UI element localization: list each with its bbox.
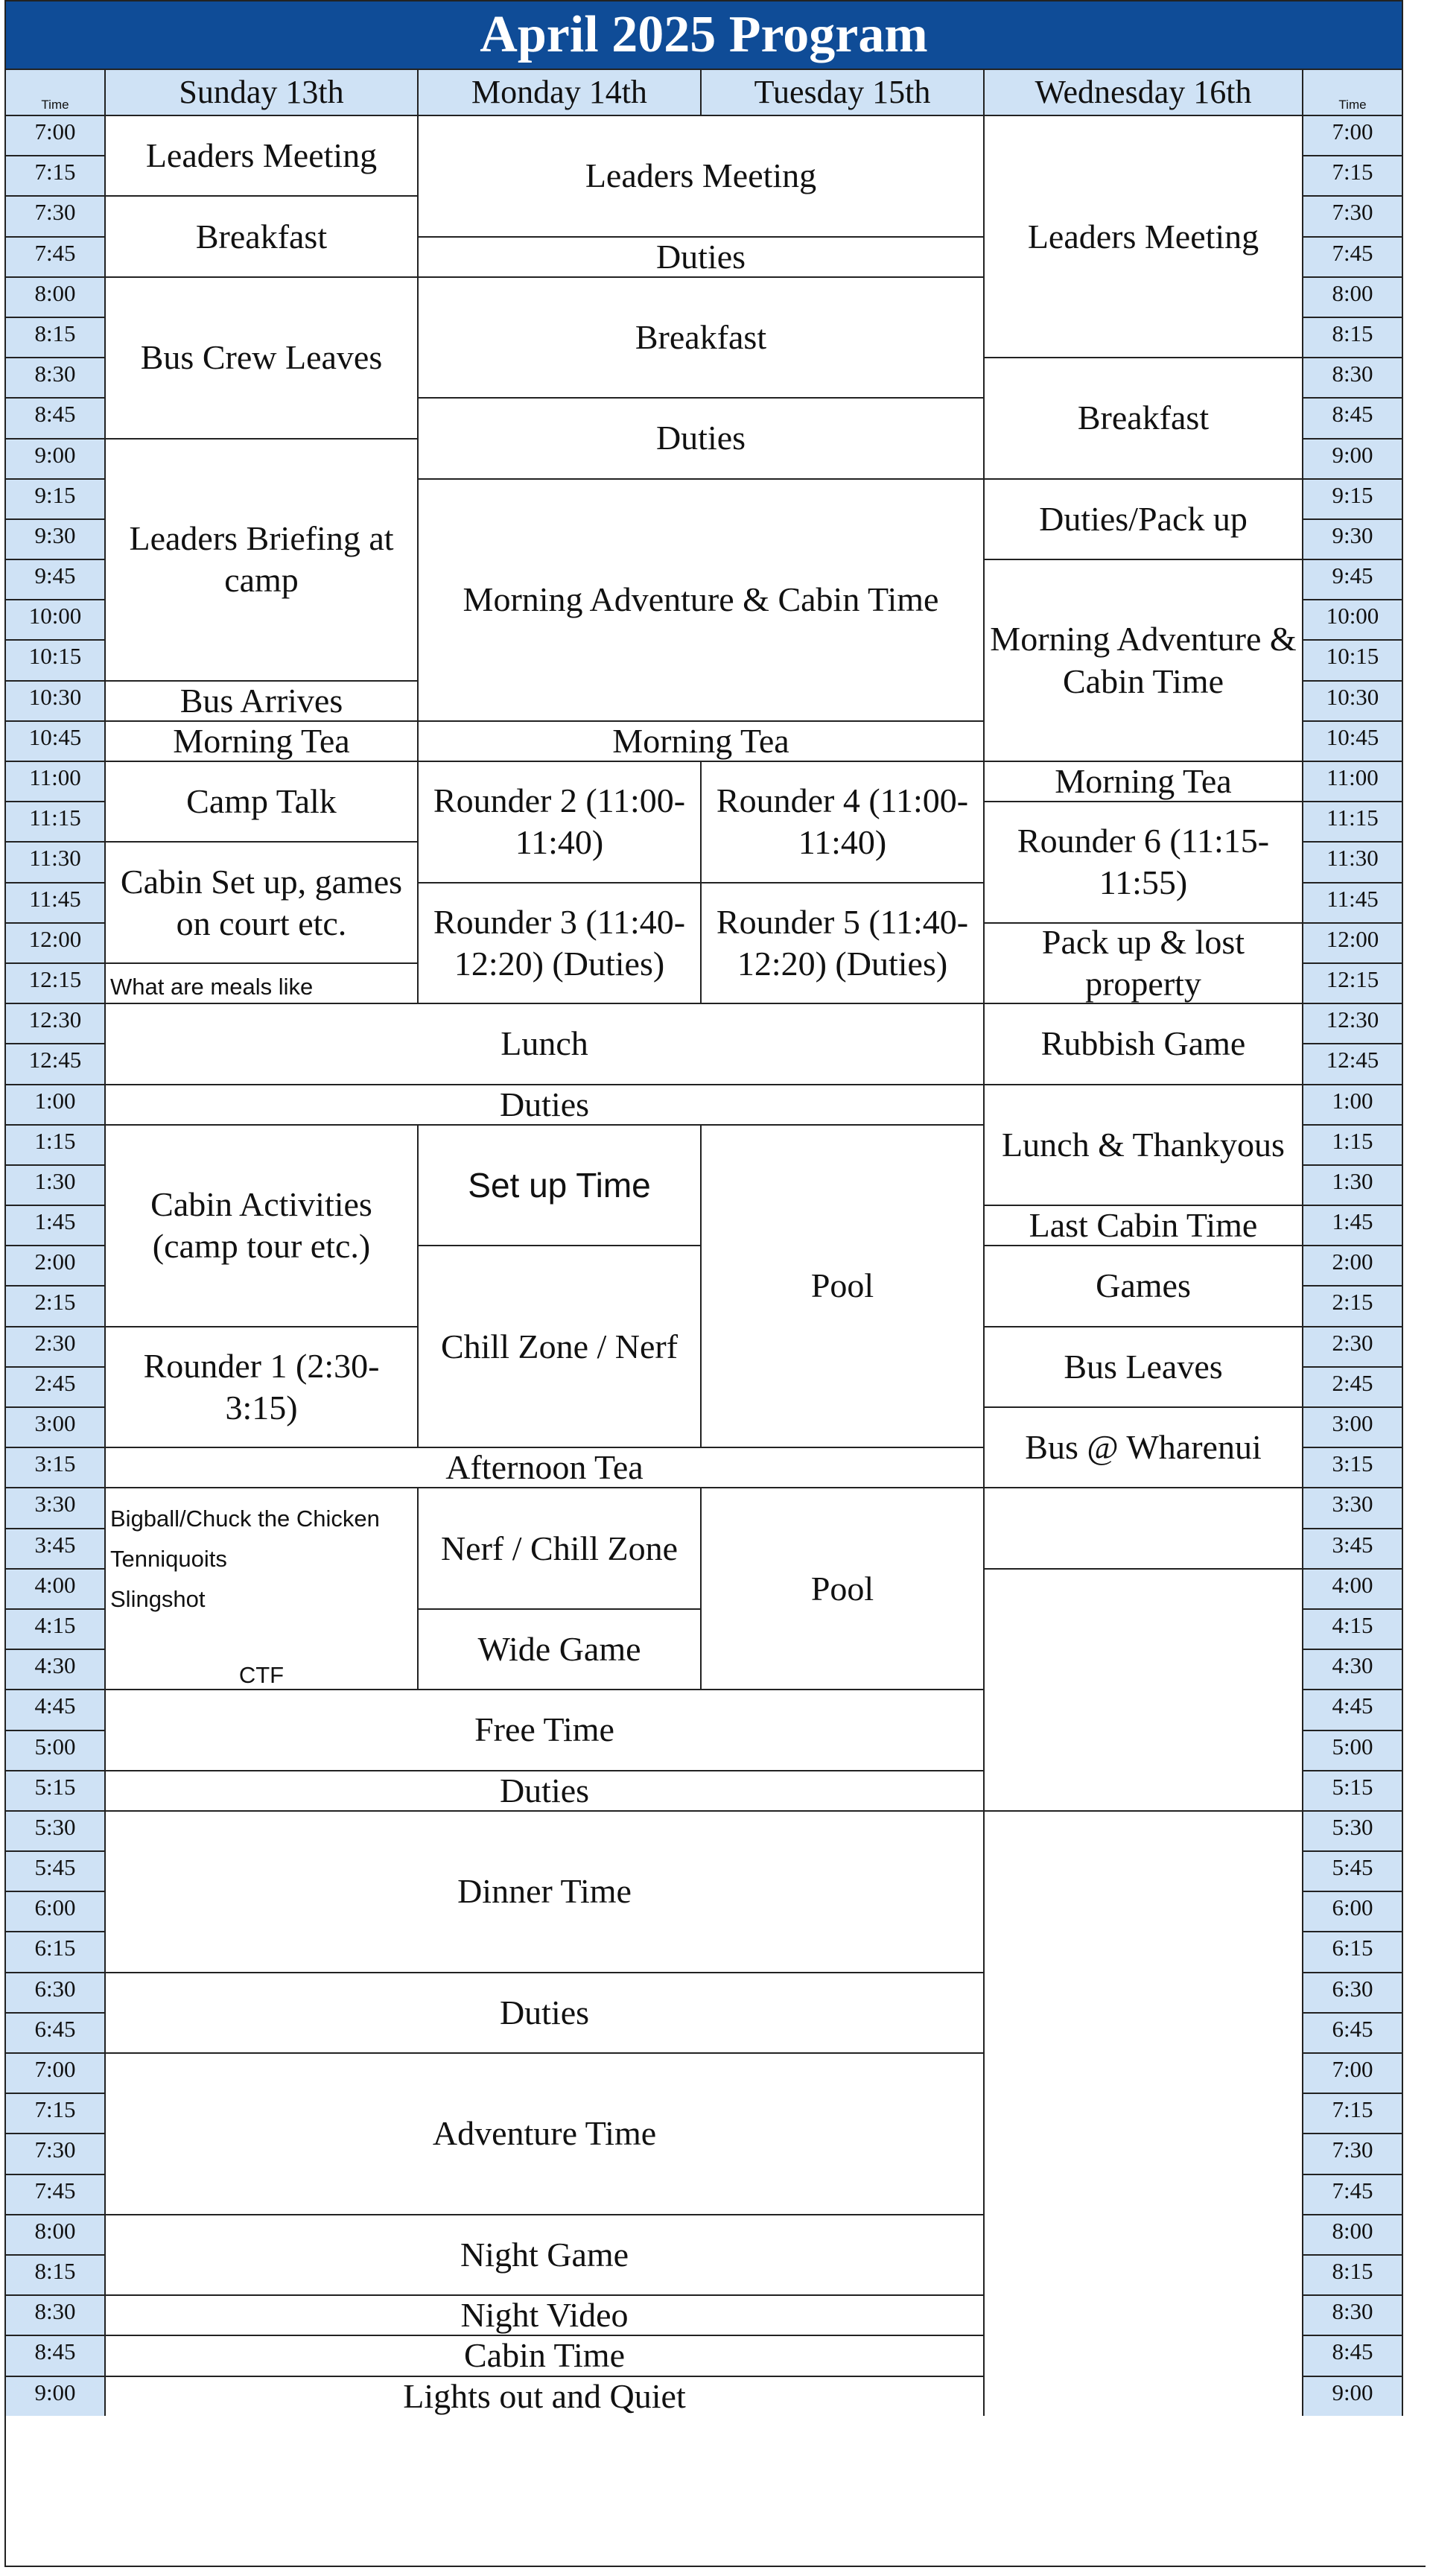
schedule-event: Leaders Briefing at camp	[106, 438, 419, 680]
empty-slot	[985, 1487, 1303, 1567]
time-slot-right: 7:45	[1303, 236, 1403, 276]
time-slot-left: 12:30	[6, 1003, 106, 1043]
schedule-event: Bus Crew Leaves	[106, 276, 419, 438]
time-slot-left: 9:00	[6, 2376, 106, 2416]
time-slot-left: 5:00	[6, 1730, 106, 1770]
time-slot-left: 4:30	[6, 1649, 106, 1689]
day-header-wednesday: Wednesday 16th	[985, 69, 1303, 115]
time-slot-right: 3:15	[1303, 1447, 1403, 1487]
program-schedule	[4, 0, 1426, 2567]
time-slot-left: 9:00	[6, 438, 106, 478]
time-slot-left: 12:00	[6, 922, 106, 962]
time-slot-right: 2:15	[1303, 1285, 1403, 1325]
time-slot-left: 6:45	[6, 2012, 106, 2052]
schedule-event: Leaders Meeting	[419, 115, 985, 236]
time-slot-left: 9:15	[6, 478, 106, 518]
time-slot-right: 12:15	[1303, 962, 1403, 1003]
time-slot-left: 5:30	[6, 1810, 106, 1850]
time-slot-right: 8:30	[1303, 357, 1403, 397]
time-slot-left: 8:15	[6, 317, 106, 357]
time-slot-right: 9:15	[1303, 478, 1403, 518]
schedule-event: Morning Adventure & Cabin Time	[985, 559, 1303, 761]
time-slot-left: 10:45	[6, 720, 106, 761]
schedule-event: Rounder 3 (11:40-12:20) (Duties)	[419, 882, 702, 1003]
time-slot-left: 7:30	[6, 2133, 106, 2173]
time-slot-right: 11:45	[1303, 882, 1403, 922]
schedule-event: Nerf / Chill Zone	[419, 1487, 702, 1608]
time-slot-right: 4:15	[1303, 1608, 1403, 1649]
time-slot-left: 7:45	[6, 236, 106, 276]
schedule-event: Camp Talk	[106, 761, 419, 841]
time-slot-right: 9:45	[1303, 559, 1403, 599]
time-slot-left: 3:30	[6, 1487, 106, 1527]
time-slot-right: 3:45	[1303, 1528, 1403, 1568]
time-slot-left: 10:15	[6, 639, 106, 679]
time-slot-right: 5:00	[1303, 1730, 1403, 1770]
time-slot-right: 3:00	[1303, 1406, 1403, 1447]
time-slot-right: 2:30	[1303, 1326, 1403, 1366]
time-slot-right: 10:30	[1303, 680, 1403, 720]
time-slot-right: 11:30	[1303, 841, 1403, 881]
schedule-event: Morning Tea	[106, 720, 419, 761]
schedule-event: Bus @ Wharenui	[985, 1406, 1303, 1487]
time-slot-left: 4:15	[6, 1608, 106, 1649]
time-slot-left: 3:15	[6, 1447, 106, 1487]
time-slot-right: 2:45	[1303, 1366, 1403, 1406]
schedule-event: Leaders Meeting	[985, 115, 1303, 357]
time-slot-right: 5:30	[1303, 1810, 1403, 1850]
day-header-tuesday: Tuesday 15th	[702, 69, 985, 115]
schedule-event: Cabin Activities (camp tour etc.)	[106, 1124, 419, 1326]
time-slot-left: 7:00	[6, 2052, 106, 2093]
time-slot-right: 10:00	[1303, 599, 1403, 639]
time-slot-right: 7:45	[1303, 2174, 1403, 2214]
time-slot-left: 2:15	[6, 1285, 106, 1325]
time-slot-left: 5:15	[6, 1770, 106, 1810]
schedule-event: Adventure Time	[106, 2052, 985, 2214]
schedule-event: Duties/Pack up	[985, 478, 1303, 559]
schedule-event: Pool	[702, 1487, 985, 1689]
time-slot-right: 11:15	[1303, 801, 1403, 841]
time-slot-left: 6:15	[6, 1931, 106, 1971]
activity-option-ctf: CTF	[238, 1662, 285, 1689]
schedule-event: Free Time	[106, 1689, 985, 1769]
schedule-event: Duties	[106, 1770, 985, 1810]
time-slot-left: 5:45	[6, 1850, 106, 1891]
time-slot-right: 1:30	[1303, 1164, 1403, 1205]
schedule-event: Duties	[106, 1972, 985, 2052]
time-slot-left: 2:45	[6, 1366, 106, 1406]
time-slot-right: 8:15	[1303, 317, 1403, 357]
schedule-event: Bus Leaves	[985, 1326, 1303, 1406]
time-slot-left: 8:30	[6, 2294, 106, 2335]
day-header-monday: Monday 14th	[419, 69, 702, 115]
schedule-event: Duties	[419, 397, 985, 478]
schedule-event: Duties	[419, 236, 985, 276]
empty-slot	[985, 1810, 1303, 2416]
time-slot-left: 6:30	[6, 1972, 106, 2012]
time-slot-right: 7:15	[1303, 155, 1403, 195]
time-header-left: Time	[6, 69, 106, 115]
time-slot-right: 8:00	[1303, 2214, 1403, 2254]
time-slot-left: 7:45	[6, 2174, 106, 2214]
time-slot-right: 7:15	[1303, 2093, 1403, 2133]
schedule-event: Pool	[702, 1124, 985, 1447]
time-slot-right: 1:45	[1303, 1205, 1403, 1245]
schedule-event: Night Video	[106, 2294, 985, 2335]
time-slot-right: 8:15	[1303, 2254, 1403, 2294]
time-slot-right: 4:45	[1303, 1689, 1403, 1729]
time-slot-left: 8:00	[6, 2214, 106, 2254]
schedule-event: Bus Arrives	[106, 680, 419, 720]
activity-option: Slingshot	[110, 1586, 206, 1613]
schedule-event: Rounder 4 (11:00-11:40)	[702, 761, 985, 882]
time-slot-right: 9:00	[1303, 2376, 1403, 2416]
schedule-event: What are meals like	[106, 962, 419, 1003]
schedule-event: Lunch	[106, 1003, 985, 1083]
schedule-event: Breakfast	[985, 357, 1303, 478]
time-slot-right: 11:00	[1303, 761, 1403, 801]
time-slot-left: 9:45	[6, 559, 106, 599]
schedule-event: Games	[985, 1245, 1303, 1325]
time-slot-right: 6:30	[1303, 1972, 1403, 2012]
time-slot-right: 7:30	[1303, 2133, 1403, 2173]
schedule-event: Cabin Set up, games on court etc.	[106, 841, 419, 962]
schedule-event: Night Game	[106, 2214, 985, 2294]
time-slot-right: 8:45	[1303, 2335, 1403, 2375]
schedule-event: Breakfast	[419, 276, 985, 398]
time-slot-left: 1:15	[6, 1124, 106, 1164]
schedule-event: Chill Zone / Nerf	[419, 1245, 702, 1447]
time-slot-right: 6:45	[1303, 2012, 1403, 2052]
time-slot-left: 6:00	[6, 1891, 106, 1931]
time-slot-left: 8:30	[6, 357, 106, 397]
time-slot-left: 8:15	[6, 2254, 106, 2294]
schedule-event: Dinner Time	[106, 1810, 985, 1972]
time-slot-left: 8:45	[6, 2335, 106, 2375]
time-slot-right: 5:15	[1303, 1770, 1403, 1810]
time-slot-right: 12:30	[1303, 1003, 1403, 1043]
time-slot-left: 2:30	[6, 1326, 106, 1366]
time-slot-right: 6:15	[1303, 1931, 1403, 1971]
schedule-event: Duties	[106, 1084, 985, 1124]
time-slot-left: 4:45	[6, 1689, 106, 1729]
time-slot-right: 5:45	[1303, 1850, 1403, 1891]
schedule-event: Breakfast	[106, 195, 419, 276]
activity-option: Bigball/Chuck the Chicken	[110, 1506, 380, 1532]
time-slot-right: 1:00	[1303, 1084, 1403, 1124]
time-header-right: Time	[1303, 69, 1403, 115]
empty-slot	[985, 1568, 1303, 1810]
page-title: April 2025 Program	[6, 0, 1403, 69]
time-slot-right: 4:30	[1303, 1649, 1403, 1689]
schedule-event: Lights out and Quiet	[106, 2376, 985, 2416]
schedule-event: Rubbish Game	[985, 1003, 1303, 1083]
activity-option: Tenniquoits	[110, 1546, 227, 1573]
time-slot-right: 9:00	[1303, 438, 1403, 478]
schedule-event: Set up Time	[419, 1124, 702, 1246]
time-slot-left: 3:00	[6, 1406, 106, 1447]
schedule-event: Morning Tea	[985, 761, 1303, 801]
time-slot-left: 1:30	[6, 1164, 106, 1205]
schedule-event: Rounder 6 (11:15-11:55)	[985, 801, 1303, 922]
time-slot-left: 12:45	[6, 1043, 106, 1083]
time-slot-right: 4:00	[1303, 1568, 1403, 1608]
time-slot-left: 11:45	[6, 882, 106, 922]
time-slot-left: 8:45	[6, 397, 106, 437]
time-slot-left: 11:00	[6, 761, 106, 801]
schedule-event: Morning Adventure & Cabin Time	[419, 478, 985, 720]
schedule-event: Lunch & Thankyous	[985, 1084, 1303, 1205]
time-slot-left: 10:00	[6, 599, 106, 639]
time-slot-right: 7:00	[1303, 115, 1403, 155]
schedule-event: Rounder 5 (11:40-12:20) (Duties)	[702, 882, 985, 1003]
schedule-event: Afternoon Tea	[106, 1447, 985, 1487]
time-slot-left: 7:30	[6, 195, 106, 235]
time-slot-right: 12:00	[1303, 922, 1403, 962]
time-slot-left: 7:15	[6, 2093, 106, 2133]
time-slot-left: 1:00	[6, 1084, 106, 1124]
time-slot-left: 8:00	[6, 276, 106, 317]
time-slot-left: 2:00	[6, 1245, 106, 1285]
time-slot-right: 3:30	[1303, 1487, 1403, 1527]
schedule-event: Morning Tea	[419, 720, 985, 761]
time-slot-left: 11:30	[6, 841, 106, 881]
time-slot-left: 7:00	[6, 115, 106, 155]
time-slot-right: 8:00	[1303, 276, 1403, 317]
time-slot-right: 8:30	[1303, 2294, 1403, 2335]
day-header-sunday: Sunday 13th	[106, 69, 419, 115]
time-slot-right: 9:30	[1303, 518, 1403, 559]
schedule-event: Cabin Time	[106, 2335, 985, 2375]
schedule-event: Wide Game	[419, 1608, 702, 1689]
time-slot-right: 12:45	[1303, 1043, 1403, 1083]
time-slot-left: 9:30	[6, 518, 106, 559]
time-slot-right: 6:00	[1303, 1891, 1403, 1931]
time-slot-left: 3:45	[6, 1528, 106, 1568]
time-slot-right: 2:00	[1303, 1245, 1403, 1285]
time-slot-left: 1:45	[6, 1205, 106, 1245]
time-slot-left: 7:15	[6, 155, 106, 195]
time-slot-left: 12:15	[6, 962, 106, 1003]
time-slot-left: 11:15	[6, 801, 106, 841]
time-slot-right: 10:45	[1303, 720, 1403, 761]
schedule-event: Pack up & lost property	[985, 922, 1303, 1003]
schedule-event: Rounder 2 (11:00-11:40)	[419, 761, 702, 882]
time-slot-left: 4:00	[6, 1568, 106, 1608]
time-slot-right: 7:00	[1303, 2052, 1403, 2093]
time-slot-right: 7:30	[1303, 195, 1403, 235]
time-slot-left: 10:30	[6, 680, 106, 720]
time-slot-right: 1:15	[1303, 1124, 1403, 1164]
time-slot-right: 8:45	[1303, 397, 1403, 437]
schedule-event: Rounder 1 (2:30-3:15)	[106, 1326, 419, 1447]
schedule-event: Last Cabin Time	[985, 1205, 1303, 1245]
schedule-event: Leaders Meeting	[106, 115, 419, 195]
sunday-activity-options	[106, 1487, 419, 1689]
time-slot-right: 10:15	[1303, 639, 1403, 679]
